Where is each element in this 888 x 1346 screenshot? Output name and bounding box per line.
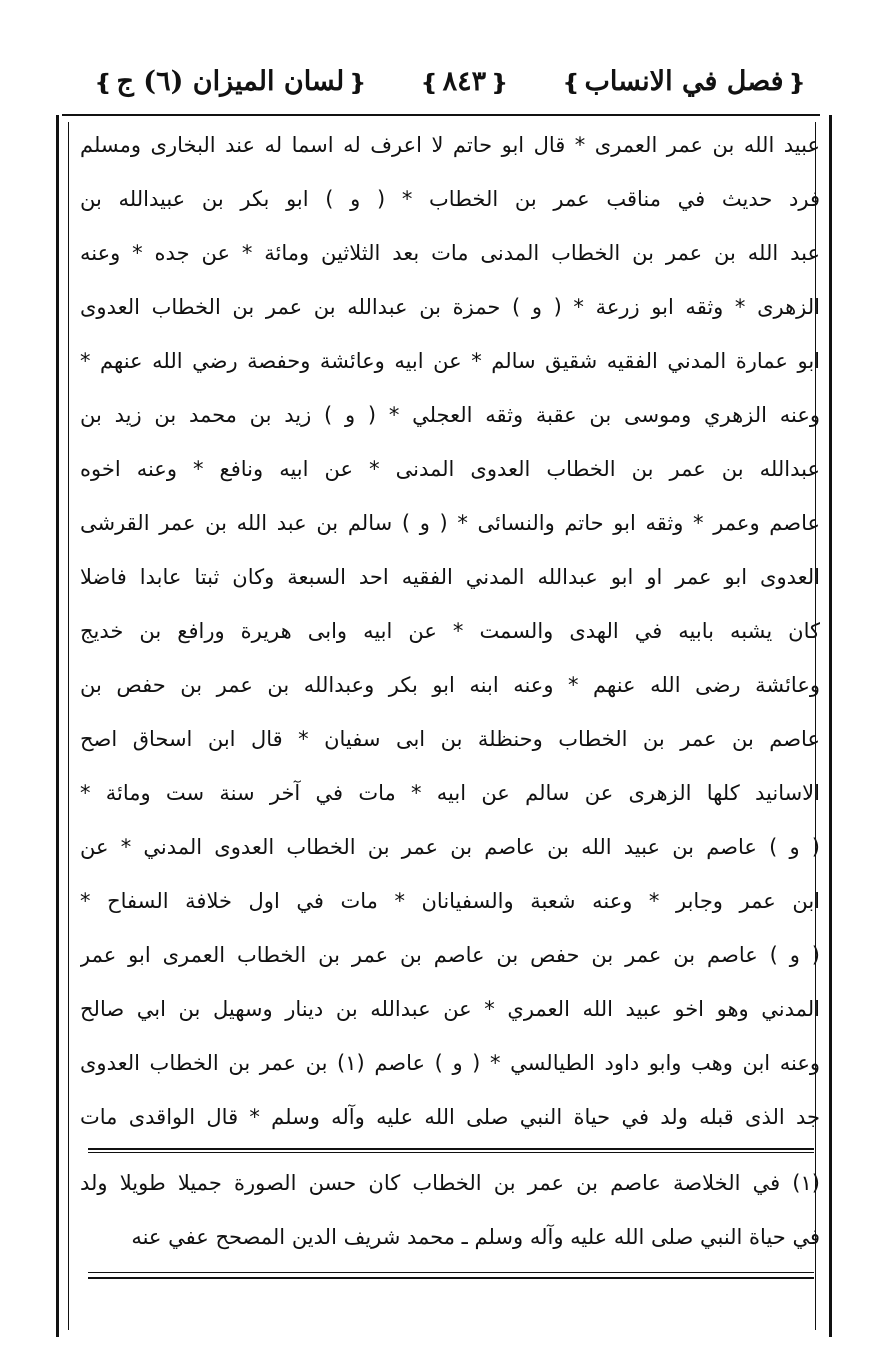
text-line: المدني وهو اخو عبيد الله العمري * عن عبدالله بن دينار وسهيل بن ابي صالح — [80, 997, 820, 1021]
bottom-rule-thick — [88, 1277, 814, 1279]
text-line: وعنه ابن وهب وابو داود الطيالسي * ( و ) عاصم (١) بن عمر بن الخطاب العدوى — [80, 1051, 820, 1075]
ornament-icon: ❵ — [562, 69, 581, 96]
main-text — [80, 118, 820, 1144]
ornament-icon: ❴ — [490, 69, 509, 96]
text-line: كان يشبه بابيه في الهدى والسمت * عن ابيه وابى هريرة ورافع بن خديج — [80, 619, 820, 643]
header-book — [90, 66, 371, 97]
text-line: فرد حديث في مناقب عمر بن الخطاب * ( و ) ابو بكر بن عبيدالله بن — [80, 187, 820, 211]
text-line: ( و ) عاصم بن عمر بن حفص بن عاصم بن عمر بن الخطاب العمرى ابو عمر — [80, 943, 820, 967]
header-section-text: فصل في الانساب — [584, 65, 784, 97]
text-line: ابو عمارة المدني الفقيه شقيق سالم * عن ابيه وعائشة وحفصة رضي الله عنهم * — [80, 349, 820, 373]
footnote-divider-thin — [88, 1152, 814, 1153]
footnote-divider — [88, 1148, 814, 1150]
text-line: العدوى ابو عمر او ابو عبدالله المدني الفقيه احد السبعة وكان ثبتا عابدا فاضلا — [80, 565, 820, 589]
ornament-icon: ❴ — [787, 69, 806, 96]
header-page-number — [416, 66, 512, 97]
text-line: جد الذى قبله ولد في حياة النبي صلى الله عليه وآله وسلم * قال الواقدى مات — [80, 1105, 820, 1129]
text-line: وعائشة رضى الله عنهم * وعنه ابنه ابو بكر وعبدالله بن عمر بن حفص بن — [80, 673, 820, 697]
footnote-line: (١) في الخلاصة عاصم بن عمر بن الخطاب كان حسن الصورة جميلا طويلا ولد — [80, 1171, 820, 1195]
footnotes — [80, 1156, 820, 1264]
ornament-icon: ❵ — [94, 69, 113, 96]
header-section — [558, 66, 810, 97]
text-line: عاصم وعمر * وثقه ابو حاتم والنسائى * ( و ) سالم بن عبد الله بن عمر القرشى — [80, 511, 820, 535]
page-number: ٨٤٣ — [442, 65, 487, 97]
text-line: الاسانيد كلها الزهرى عن سالم عن ابيه * مات في آخر سنة ست ومائة * — [80, 781, 820, 805]
text-line: عاصم بن عمر بن الخطاب وحنظلة بن ابى سفيان * قال ابن اسحاق اصح — [80, 727, 820, 751]
text-line: عبد الله بن عمر بن الخطاب المدنى مات بعد الثلاثين ومائة * عن جده * وعنه — [80, 241, 820, 265]
bottom-rule — [88, 1272, 814, 1273]
page-header — [90, 58, 810, 104]
ornament-icon: ❴ — [348, 69, 367, 96]
text-line: وعنه الزهري وموسى بن عقبة وثقه العجلي * ( و ) زيد بن محمد بن زيد بن — [80, 403, 820, 427]
text-line: ( و ) عاصم بن عبيد الله بن عاصم بن عمر بن الخطاب العدوى المدني * عن — [80, 835, 820, 859]
ornament-icon: ❵ — [420, 69, 439, 96]
text-line: ابن عمر وجابر * وعنه شعبة والسفيانان * مات في اول خلافة السفاح * — [80, 889, 820, 913]
text-line: الزهرى * وثقه ابو زرعة * ( و ) حمزة بن عبدالله بن عمر بن الخطاب العدوى — [80, 295, 820, 319]
text-line: عبدالله بن عمر بن الخطاب العدوى المدنى * عن ابيه ونافع * وعنه اخوه — [80, 457, 820, 481]
footnote-line: في حياة النبي صلى الله عليه وآله وسلم ـ محمد شريف الدين المصحح عفي عنه — [131, 1225, 820, 1249]
book-title: لسان الميزان (٦) ج — [116, 65, 345, 97]
text-line: عبيد الله بن عمر العمرى * قال ابو حاتم لا اعرف له اسما له عند البخارى ومسلم — [80, 133, 820, 157]
